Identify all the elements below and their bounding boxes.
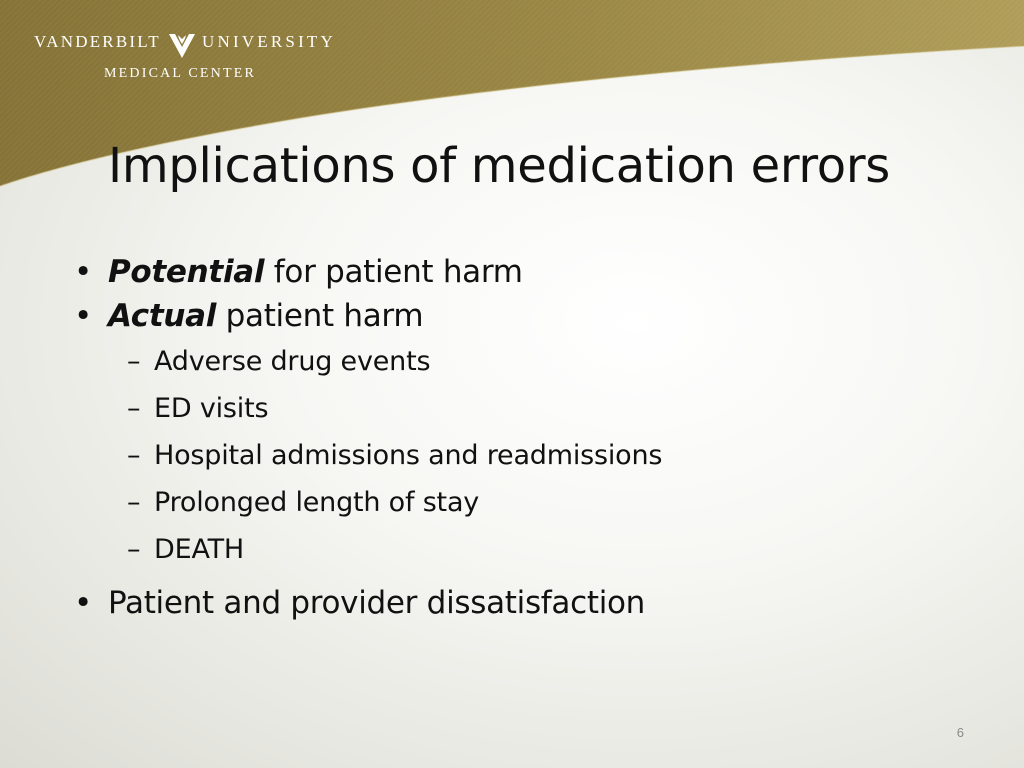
bullet-text: patient harm (216, 298, 424, 334)
page-number: 6 (956, 725, 964, 740)
sub-bullet-text: DEATH (154, 534, 245, 565)
bullet-emphasis: Potential (108, 254, 265, 290)
sub-bullet-marker: – (127, 534, 141, 565)
sub-bullet-text: Adverse drug events (154, 346, 431, 377)
bullet-emphasis: Actual (108, 298, 217, 334)
sub-bullet-death (70, 526, 970, 573)
sub-bullet-marker: – (127, 393, 141, 424)
sub-bullet-text: ED visits (154, 393, 269, 424)
vanderbilt-logo (34, 26, 354, 86)
slide-title: Implications of medication errors (108, 138, 891, 194)
bullet-text: for patient harm (264, 254, 523, 290)
logo-medical-center-text: MEDICAL CENTER (104, 66, 256, 81)
sub-bullet-text: Prolonged length of stay (154, 487, 480, 518)
slide-body (70, 250, 970, 625)
logo-university-text: UNIVERSITY (202, 32, 336, 51)
sub-bullet-marker: – (127, 346, 141, 377)
logo-vanderbilt-text: VANDERBILT (34, 32, 161, 51)
bullet-potential-harm (70, 250, 970, 294)
sub-bullet-marker: – (127, 487, 141, 518)
sub-bullet-text: Hospital admissions and readmissions (154, 440, 663, 471)
sub-bullet-ed-visits (70, 385, 970, 432)
sub-bullet-adverse-drug-events (70, 338, 970, 385)
sub-bullet-marker: – (127, 440, 141, 471)
bullet-marker: • (74, 298, 92, 334)
sub-bullet-prolonged-stay (70, 479, 970, 526)
bullet-text: Patient and provider dissatisfaction (108, 585, 646, 621)
bullet-marker: • (74, 254, 92, 290)
bullet-actual-harm (70, 294, 970, 338)
bullet-dissatisfaction (70, 581, 970, 625)
bullet-marker: • (74, 585, 92, 621)
oak-leaf-v-icon (166, 32, 198, 60)
sub-bullet-hospital-admissions (70, 432, 970, 479)
